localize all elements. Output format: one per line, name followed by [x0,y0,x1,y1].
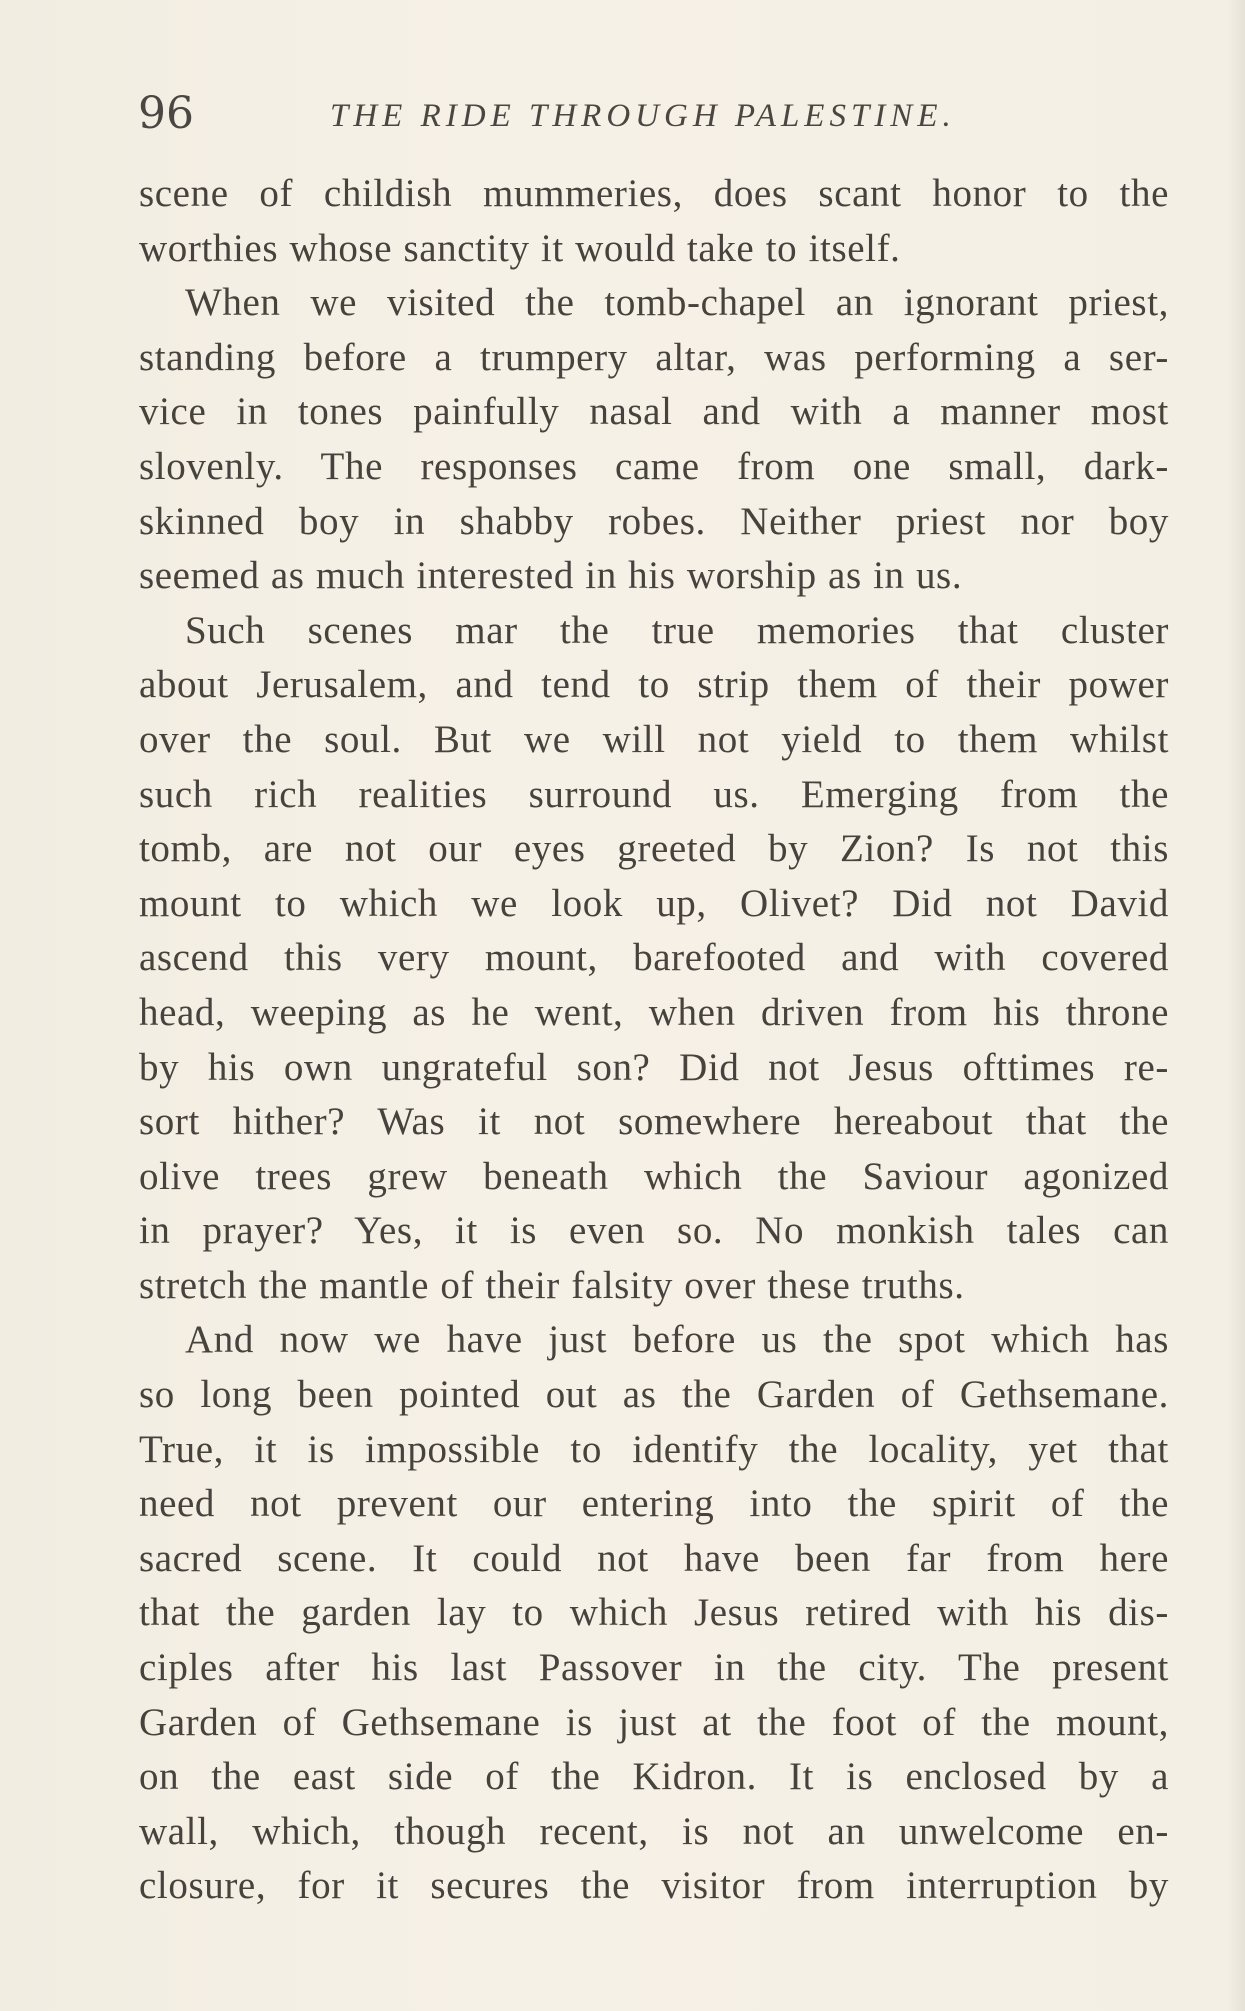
text-line: slovenly. The responses came from one small, dark- [139,444,1169,488]
text-line: that the garden lay to which Jesus retired with his dis- [139,1591,1169,1635]
text-line: about Jerusalem, and tend to strip them of their power [139,663,1169,707]
text-line: olive trees grew beneath which the Saviour agonized [139,1154,1169,1198]
page-header [138,88,1178,148]
text-line: skinned boy in shabby robes. Neither priest nor boy [139,499,1169,543]
text-line: so long been pointed out as the Garden of Gethsemane. [139,1373,1169,1417]
text-line: Garden of Gethsemane is just at the foot of the mount, [139,1700,1169,1744]
text-line: need not prevent our entering into the spirit of the [139,1482,1169,1526]
paragraph-first-line: Such scenes mar the true memories that cluster [185,608,1169,652]
text-line: in prayer? Yes, it is even so. No monkish tales can [139,1209,1169,1253]
text-line: tomb, are not our eyes greeted by Zion? Is not this [139,827,1169,871]
text-line: on the east side of the Kidron. It is enclosed by a [139,1755,1169,1799]
text-line: standing before a trumpery altar, was performing a ser- [139,335,1169,379]
text-line: ascend this very mount, barefooted and with covered [139,936,1169,980]
running-head: THE RIDE THROUGH PALESTINE. [330,98,956,134]
text-line: by his own ungrateful son? Did not Jesus ofttimes re- [139,1045,1169,1089]
text-line: sort hither? Was it not somewhere hereabout that the [139,1100,1169,1144]
text-line: sacred scene. It could not have been far from here [139,1536,1169,1580]
text-line: scene of childish mummeries, does scant honor to the [139,172,1169,215]
paragraph-first-line: When we visited the tomb-chapel an ignorant priest, [185,281,1169,325]
body-text [139,167,1169,1914]
text-line: mount to which we look up, Olivet? Did not David [139,881,1169,925]
text-line: head, weeping as he went, when driven from his throne [139,990,1169,1034]
text-line: worthies whose sanctity it would take to itself. [139,226,901,270]
text-line: ciples after his last Passover in the city. The present [139,1646,1169,1690]
text-line: vice in tones painfully nasal and with a manner most [139,390,1169,434]
text-line: such rich realities surround us. Emerging from the [139,772,1169,816]
text-line: closure, for it secures the visitor from interruption by [139,1864,1169,1908]
text-line: True, it is impossible to identify the locality, yet that [139,1427,1169,1471]
page-edge-shadow [1227,0,1245,2011]
text-line: seemed as much interested in his worship as in us. [139,554,963,598]
text-line: wall, which, though recent, is not an unwelcome en- [139,1809,1169,1853]
text-line: stretch the mantle of their falsity over these truths. [139,1263,965,1307]
text-line: over the soul. But we will not yield to them whilst [139,717,1169,761]
page-number: 96 [138,88,194,139]
paragraph-first-line: And now we have just before us the spot which has [185,1318,1169,1362]
